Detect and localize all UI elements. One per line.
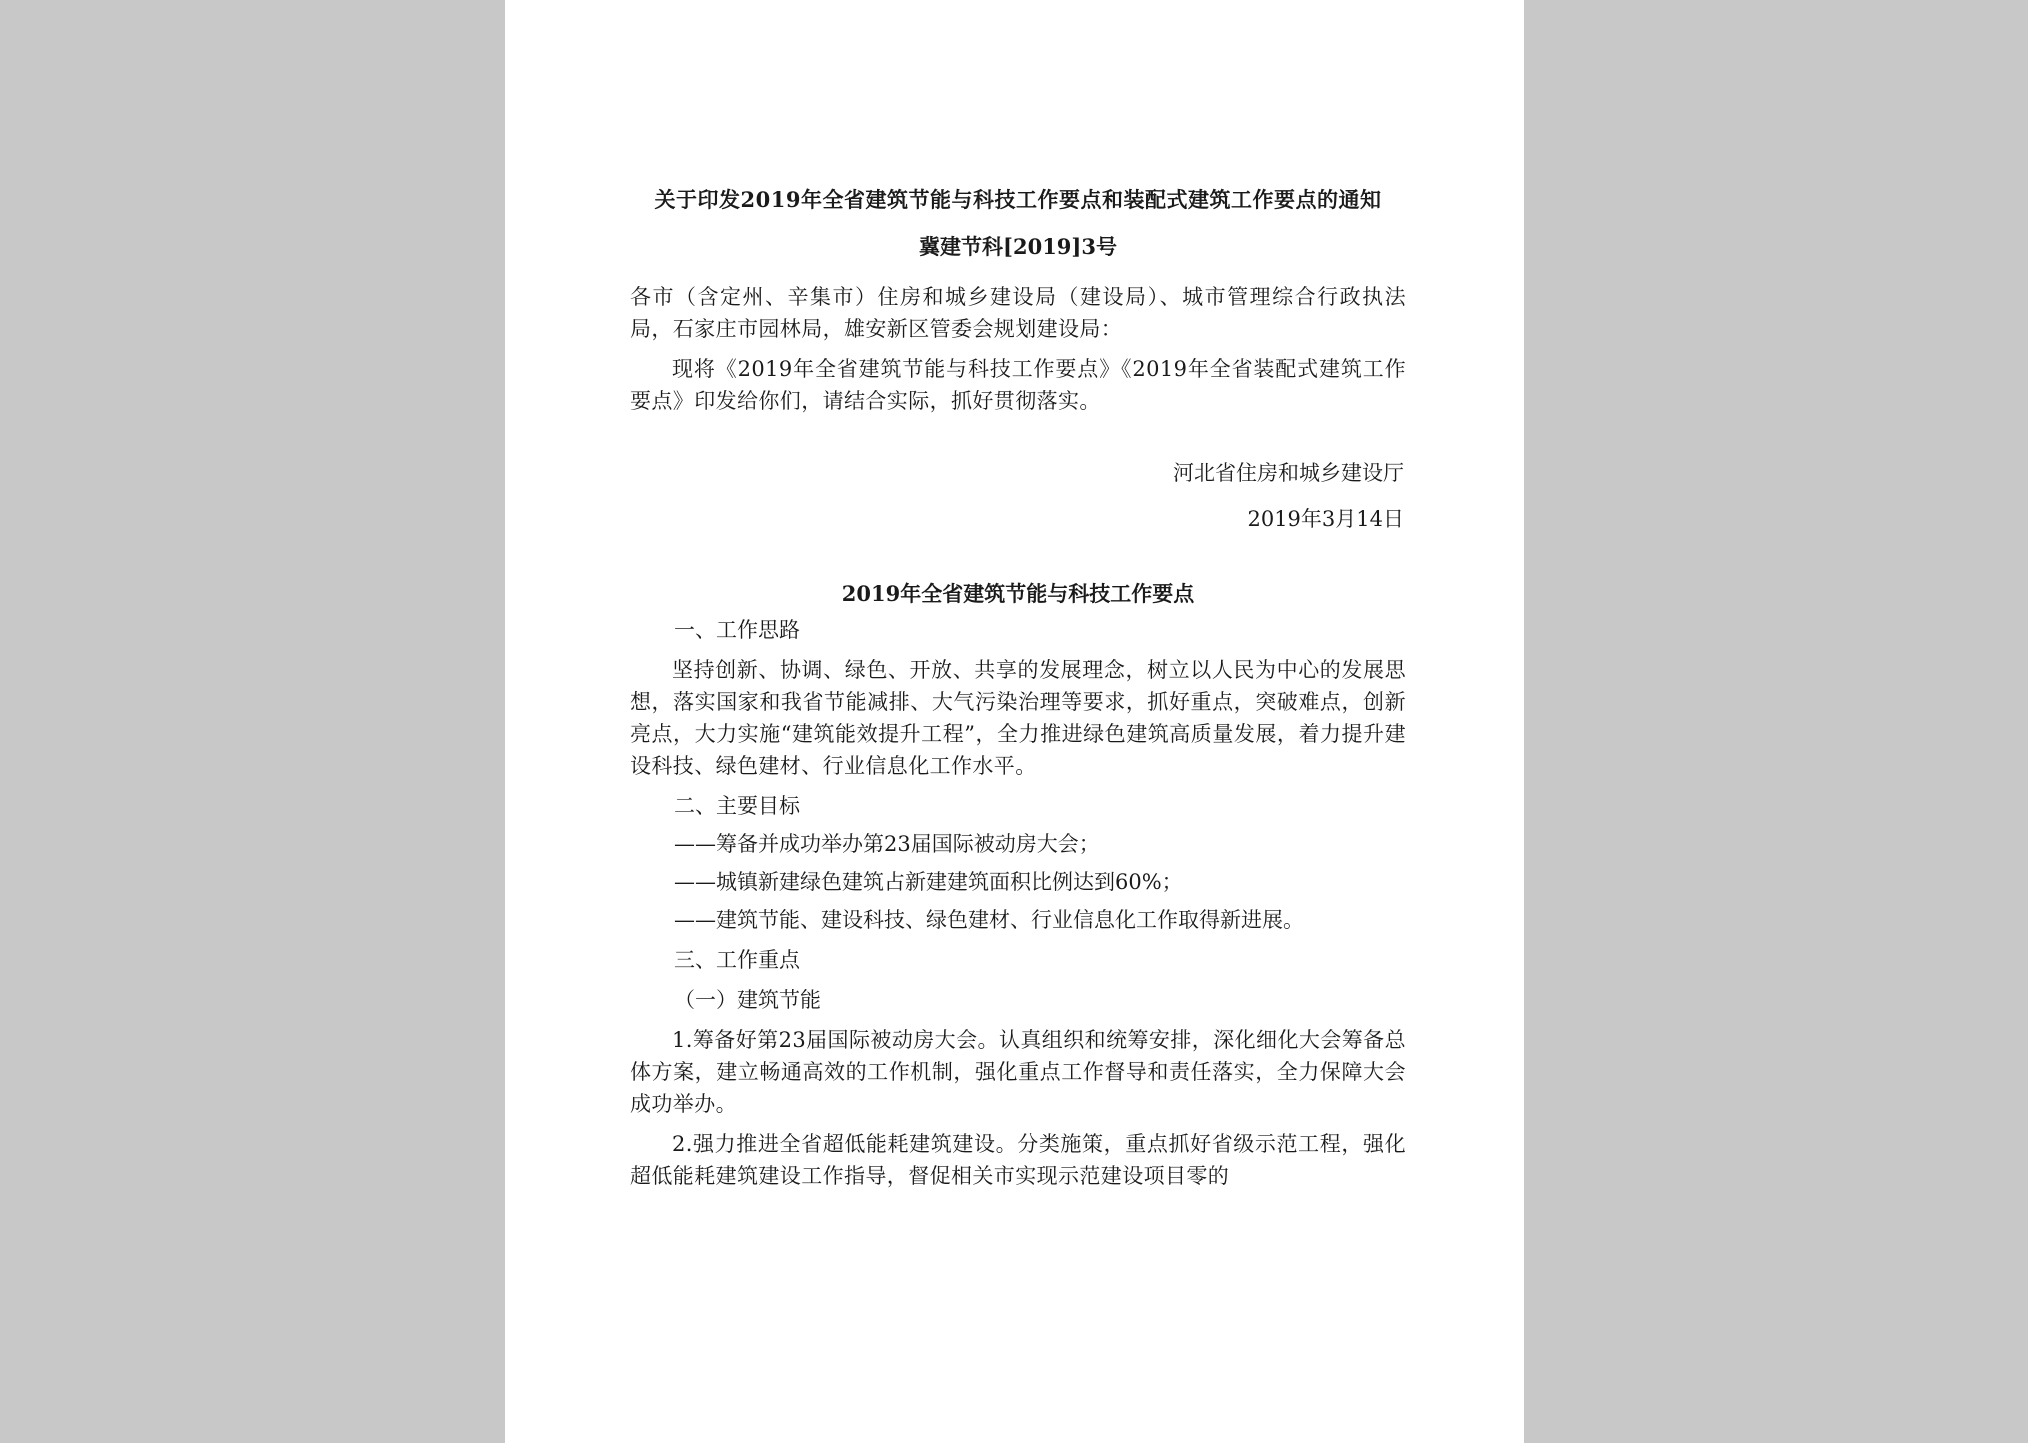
- page-content: [630, 183, 1406, 1192]
- addressees: 各市（含定州、辛集市）住房和城乡建设局（建设局）、城市管理综合行政执法局，石家庄市园林局，雄安新区管委会规划建设局：: [630, 285, 1406, 341]
- section-title: 2019年全省建筑节能与科技工作要点: [841, 581, 1195, 606]
- paragraph-item-1: 1.筹备好第23届国际被动房大会。认真组织和统筹安排，深化细化大会筹备总体方案，建立畅通高效的工作机制，强化重点工作督导和责任落实，全力保障大会成功举办。: [630, 1028, 1406, 1116]
- heading-main-goals: 二、主要目标: [674, 794, 800, 818]
- document-number: 冀建节科[2019]3号: [919, 234, 1117, 259]
- goal-item: ——筹备并成功举办第23届国际被动房大会；: [674, 832, 1100, 856]
- document-title: 关于印发2019年全省建筑节能与科技工作要点和装配式建筑工作要点的通知: [654, 187, 1382, 212]
- paragraph-work-approach: 坚持创新、协调、绿色、开放、共享的发展理念，树立以人民为中心的发展思想，落实国家和我省节能减排、大气污染治理等要求，抓好重点，突破难点，创新亮点，大力实施“建筑能效提升工程”，全力推进绿色建筑高质量发展，着力提升建设科技、绿色建材、行业信息化工作水平。: [630, 658, 1406, 778]
- signature-date: 2019年3月14日: [1247, 507, 1404, 531]
- notice-body: 现将《2019年全省建筑节能与科技工作要点》《2019年全省装配式建筑工作要点》印发给你们，请结合实际，抓好贯彻落实。: [630, 357, 1406, 413]
- goal-item: ——建筑节能、建设科技、绿色建材、行业信息化工作取得新进展。: [674, 908, 1304, 932]
- subheading-building-energy: （一）建筑节能: [674, 988, 821, 1012]
- heading-work-approach: 一、工作思路: [674, 618, 800, 642]
- goal-item: ——城镇新建绿色建筑占新建建筑面积比例达到60%；: [674, 870, 1183, 894]
- signature-org: 河北省住房和城乡建设厅: [1173, 461, 1404, 485]
- heading-work-focus: 三、工作重点: [674, 948, 800, 972]
- paragraph-item-2: 2.强力推进全省超低能耗建筑建设。分类施策，重点抓好省级示范工程，强化超低能耗建筑建设工作指导，督促相关市实现示范建设项目零的: [630, 1132, 1406, 1188]
- document-page: [505, 0, 1524, 1443]
